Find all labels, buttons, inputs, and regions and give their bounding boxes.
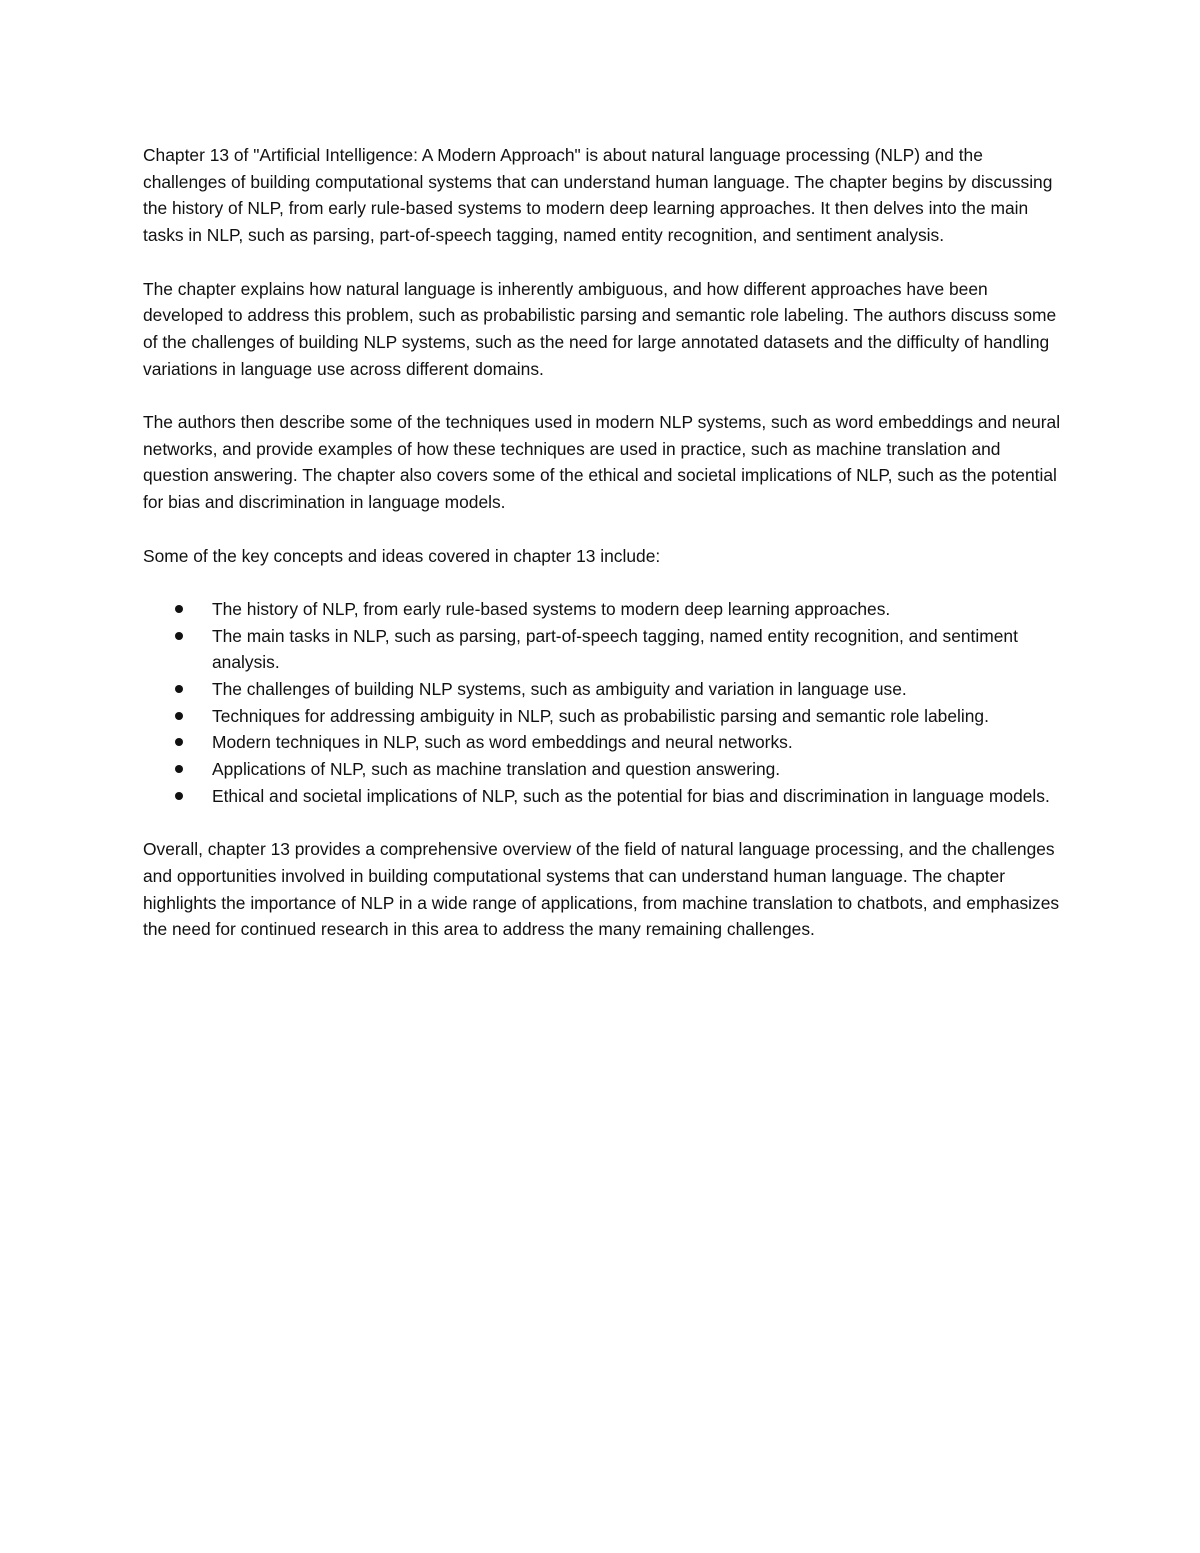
bullet-icon <box>175 685 183 693</box>
list-item-text: The challenges of building NLP systems, such as ambiguity and variation in language use. <box>212 679 907 699</box>
list-item-text: Techniques for addressing ambiguity in NLP, such as probabilistic parsing and semantic role labeling. <box>212 705 989 726</box>
bullet-icon <box>175 632 183 640</box>
bullet-icon <box>175 738 183 746</box>
list-item <box>143 729 1063 756</box>
bullet-icon <box>175 712 183 720</box>
ambiguity-paragraph: The chapter explains how natural language is inherently ambiguous, and how different approaches have been developed to address this problem, such as probabilistic parsing and semantic role labeling. The authors discuss some of the challenges of building NLP systems, such as the need for large annotated datasets and the difficulty of handling variations in language use across different domains. <box>143 278 1057 379</box>
key-concepts-lead: Some of the key concepts and ideas covered in chapter 13 include: <box>143 545 661 566</box>
list-item <box>143 703 1063 730</box>
list-item <box>143 623 1063 676</box>
list-item-text: The main tasks in NLP, such as parsing, part-of-speech tagging, named entity recognition, and sentiment analysis. <box>212 625 1018 673</box>
list-item-text: Ethical and societal implications of NLP, such as the potential for bias and discrimination in language models. <box>212 785 1050 806</box>
bullet-icon <box>175 792 183 800</box>
document-body <box>143 142 1063 970</box>
list-item-text: Modern techniques in NLP, such as word embeddings and neural networks. <box>212 732 793 753</box>
list-item <box>143 783 1063 810</box>
bullet-icon <box>175 765 183 773</box>
techniques-paragraph: The authors then describe some of the techniques used in modern NLP systems, such as word embeddings and neural networks, and provide examples of how these techniques are used in practice, such as machine translation and question answering. The chapter also covers some of the ethical and societal implications of NLP, such as the potential for bias and discrimination in language models. <box>143 412 1061 513</box>
conclusion-paragraph: Overall, chapter 13 provides a comprehensive overview of the field of natural language processing, and the challenges and opportunities involved in building computational systems that can understand human language. The chapter highlights the importance of NLP in a wide range of applications, from machine translation to chatbots, and emphasizes the need for continued research in this area to address the many remaining challenges. <box>143 839 1060 940</box>
key-concepts-list <box>143 596 1063 810</box>
list-item-text: Applications of NLP, such as machine translation and question answering. <box>212 759 781 780</box>
list-item <box>143 756 1063 783</box>
intro-paragraph: Chapter 13 of "Artificial Intelligence: A Modern Approach" is about natural language processing (NLP) and the challenges of building computational systems that can understand human language. The chapter begins by discussing the history of NLP, from early rule-based systems to modern deep learning approaches. It then delves into the main tasks in NLP, such as parsing, part-of-speech tagging, named entity recognition, and sentiment analysis. <box>143 145 1053 246</box>
list-item <box>143 676 1063 703</box>
bullet-icon <box>175 605 183 613</box>
list-item-text: The history of NLP, from early rule-based systems to modern deep learning approaches. <box>212 598 891 619</box>
list-item <box>143 596 1063 623</box>
